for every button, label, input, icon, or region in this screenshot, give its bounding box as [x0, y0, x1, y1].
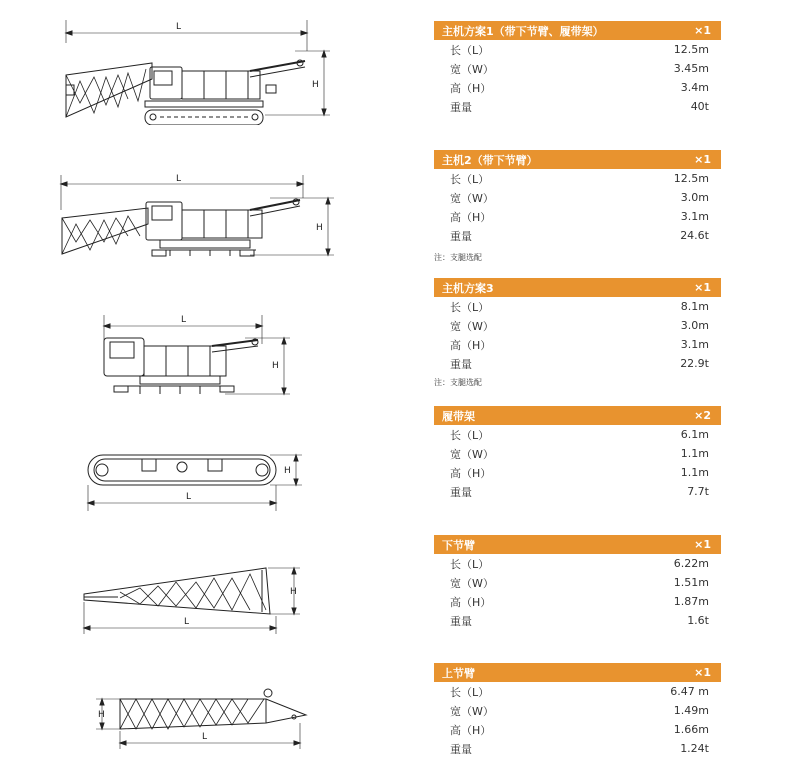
spec-title: 主机方案1（带下节臂、履带架）	[442, 24, 604, 38]
spec-note: 注：支腿选配	[434, 378, 482, 387]
spec-row-height	[434, 463, 721, 482]
spec-value: 1.87m	[673, 595, 709, 608]
spec-title: 下节臂	[442, 538, 475, 552]
spec-value: 1.51m	[673, 576, 709, 589]
dim-label-h: H	[272, 361, 279, 371]
spec-header	[434, 150, 721, 169]
spec-row-width	[434, 316, 721, 335]
spec-label: 高（H）	[450, 723, 492, 737]
spec-row-weight	[434, 739, 721, 758]
spec-value: 3.0m	[680, 319, 709, 332]
dim-label-l: L	[202, 732, 208, 742]
spec-value: 1.1m	[680, 447, 709, 460]
spec-header	[434, 406, 721, 425]
dim-label-h: H	[312, 80, 319, 90]
spec-label: 长（L）	[450, 685, 490, 699]
spec-value: 1.1m	[680, 466, 709, 479]
spec-row-length	[434, 682, 721, 701]
spec-label: 高（H）	[450, 210, 492, 224]
spec-value: 12.5m	[673, 43, 709, 56]
spec-table-lower-boom	[434, 535, 721, 630]
spec-value: 1.24t	[680, 742, 709, 755]
dim-label-h: H	[316, 223, 323, 233]
dim-label-h: H	[290, 587, 297, 597]
spec-row-height	[434, 335, 721, 354]
spec-label: 高（H）	[450, 338, 492, 352]
spec-label: 重量	[450, 614, 472, 628]
spec-row-length	[434, 297, 721, 316]
spec-label: 宽（W）	[450, 319, 494, 333]
spec-label: 重量	[450, 485, 472, 499]
spec-header	[434, 663, 721, 682]
spec-value: 3.45m	[673, 62, 709, 75]
spec-value: 3.1m	[680, 338, 709, 351]
spec-value: 8.1m	[680, 300, 709, 313]
spec-row-width	[434, 59, 721, 78]
dim-label-l: L	[186, 492, 192, 502]
spec-title: 主机2（带下节臂）	[442, 153, 538, 167]
spec-quantity: ×1	[694, 538, 711, 551]
spec-value: 12.5m	[673, 172, 709, 185]
spec-title: 履带架	[442, 409, 475, 423]
spec-title: 主机方案3	[442, 281, 494, 295]
spec-label: 长（L）	[450, 557, 490, 571]
spec-label: 长（L）	[450, 300, 490, 314]
spec-value: 24.6t	[680, 229, 709, 242]
spec-label: 长（L）	[450, 43, 490, 57]
spec-value: 7.7t	[687, 485, 709, 498]
drawing-crawler-frame	[0, 445, 410, 520]
spec-quantity: ×2	[694, 409, 711, 422]
dim-label-l: L	[181, 315, 187, 325]
spec-row-weight	[434, 97, 721, 116]
spec-label: 宽（W）	[450, 191, 494, 205]
spec-note: 注：支腿选配	[434, 253, 482, 262]
spec-table-main-unit-1	[434, 21, 721, 116]
spec-label: 高（H）	[450, 81, 492, 95]
spec-label: 宽（W）	[450, 704, 494, 718]
spec-row-width	[434, 701, 721, 720]
spec-value: 40t	[690, 100, 709, 113]
spec-label: 宽（W）	[450, 62, 494, 76]
spec-table-crawler-frame	[434, 406, 721, 501]
spec-quantity: ×1	[694, 24, 711, 37]
spec-title: 上节臂	[442, 666, 475, 680]
spec-value: 1.6t	[687, 614, 709, 627]
spec-label: 重量	[450, 229, 472, 243]
spec-row-weight	[434, 611, 721, 630]
spec-label: 宽（W）	[450, 447, 494, 461]
spec-label: 宽（W）	[450, 576, 494, 590]
spec-label: 长（L）	[450, 172, 490, 186]
drawing-upper-boom	[0, 685, 410, 760]
spec-label: 重量	[450, 742, 472, 756]
spec-label: 高（H）	[450, 466, 492, 480]
spec-label: 长（L）	[450, 428, 490, 442]
spec-row-length	[434, 169, 721, 188]
spec-quantity: ×1	[694, 281, 711, 294]
spec-row-weight	[434, 482, 721, 501]
dim-label-h: H	[284, 466, 291, 476]
dim-label-l: L	[184, 617, 190, 627]
drawing-main-unit-2	[0, 170, 410, 265]
spec-table-upper-boom	[434, 663, 721, 758]
spec-header	[434, 21, 721, 40]
spec-value: 1.49m	[673, 704, 709, 717]
dim-label-h: H	[98, 710, 105, 720]
drawing-main-unit-1	[0, 15, 410, 125]
spec-table-main-unit-3	[434, 278, 721, 373]
drawing-lower-boom	[0, 560, 410, 640]
drawing-main-unit-3	[0, 310, 410, 400]
spec-row-height	[434, 207, 721, 226]
spec-row-length	[434, 425, 721, 444]
spec-row-width	[434, 444, 721, 463]
spec-row-height	[434, 592, 721, 611]
dim-label-l: L	[176, 22, 182, 32]
spec-row-weight	[434, 354, 721, 373]
spec-row-length	[434, 554, 721, 573]
spec-value: 3.4m	[680, 81, 709, 94]
spec-value: 6.47 m	[670, 685, 709, 698]
spec-quantity: ×1	[694, 666, 711, 679]
spec-value: 6.22m	[673, 557, 709, 570]
spec-row-width	[434, 573, 721, 592]
spec-row-weight	[434, 226, 721, 245]
spec-quantity: ×1	[694, 153, 711, 166]
spec-row-length	[434, 40, 721, 59]
spec-row-height	[434, 720, 721, 739]
spec-value: 6.1m	[680, 428, 709, 441]
spec-table-main-unit-2	[434, 150, 721, 245]
spec-value: 3.1m	[680, 210, 709, 223]
spec-label: 高（H）	[450, 595, 492, 609]
spec-label: 重量	[450, 357, 472, 371]
spec-row-width	[434, 188, 721, 207]
spec-header	[434, 535, 721, 554]
spec-value: 22.9t	[680, 357, 709, 370]
spec-value: 3.0m	[680, 191, 709, 204]
spec-header	[434, 278, 721, 297]
spec-value: 1.66m	[673, 723, 709, 736]
dim-label-l: L	[176, 174, 182, 184]
spec-label: 重量	[450, 100, 472, 114]
spec-row-height	[434, 78, 721, 97]
